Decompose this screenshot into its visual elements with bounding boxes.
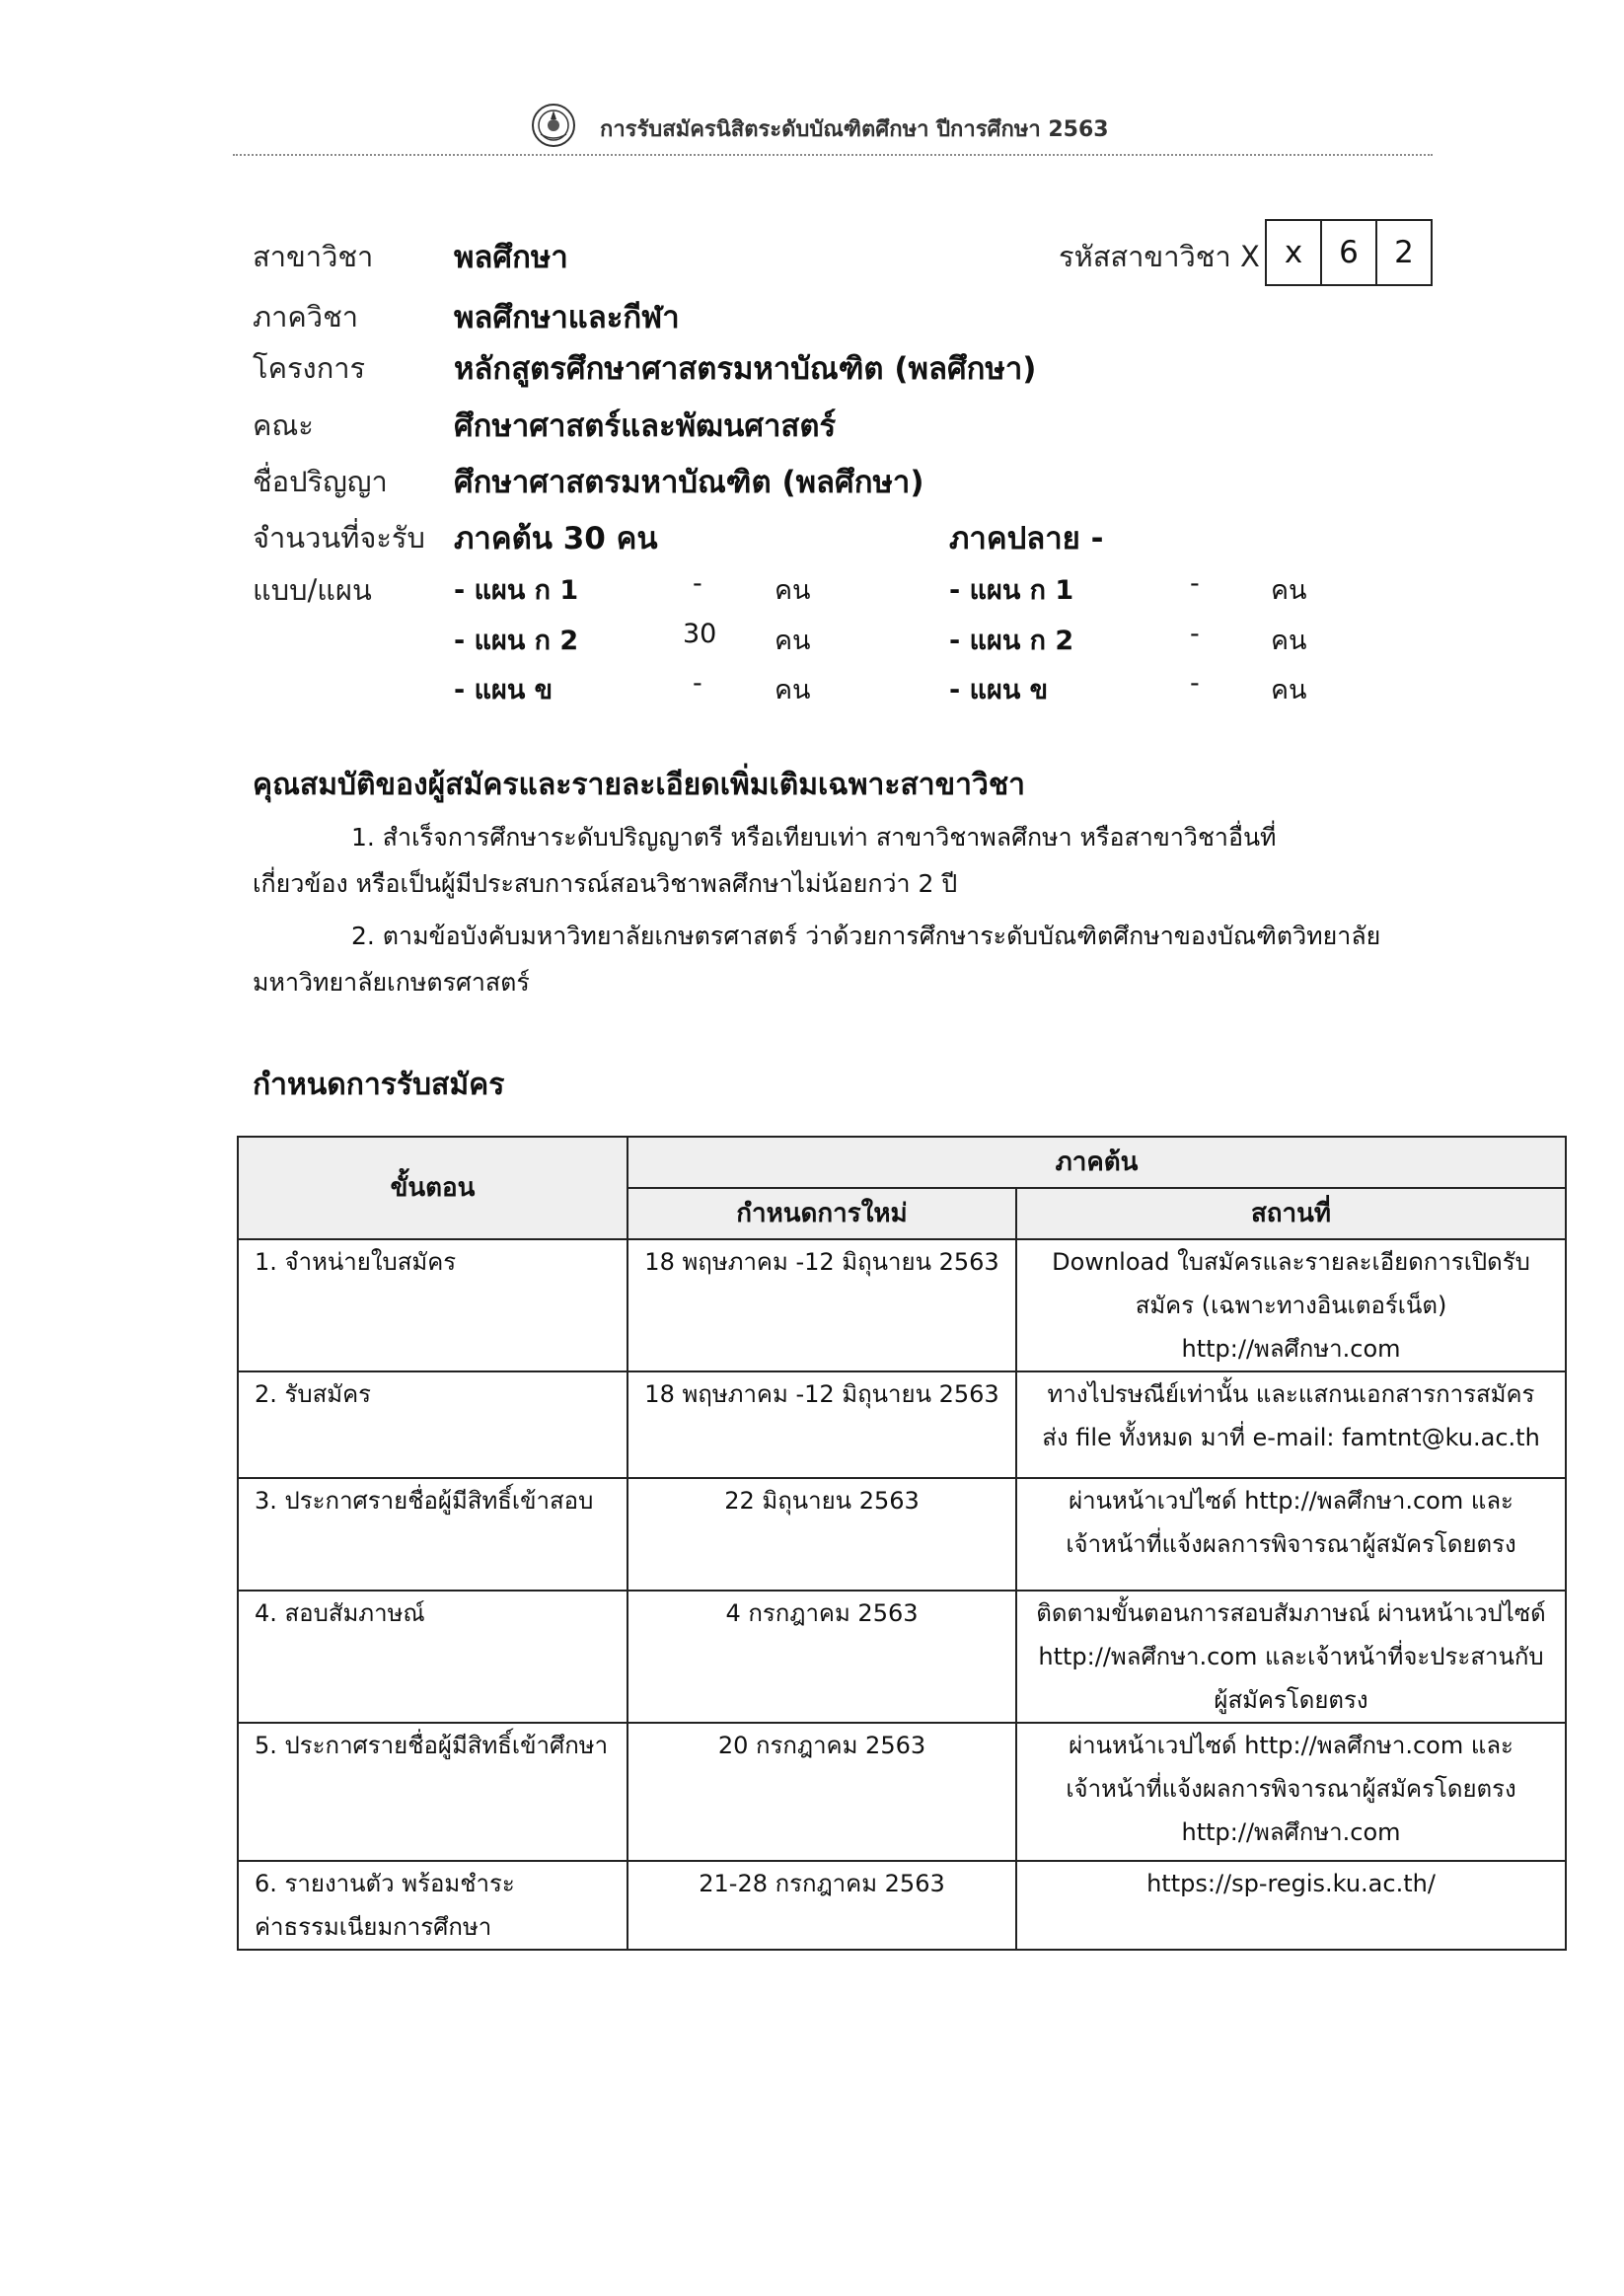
page-header-title: การรับสมัครนิสิตระดับบัณฑิตศึกษา ปีการศึกษา 2563 [600,117,1109,142]
place-line: ทางไปรษณีย์เท่านั้น และแสกนเอกสารการสมัคร [1047,1380,1535,1408]
step-cell [238,1861,627,1950]
place-line: ผ่านหน้าเวปไซด์ http://พลศึกษา.com และ [1069,1487,1513,1515]
plan-name: - แผน ก 2 [949,626,1074,656]
step-text: 3. ประกาศรายชื่อผู้มีสิทธิ์เข้าสอบ [255,1487,594,1515]
step-cell [238,1591,627,1723]
plan-name: - แผน ข [949,675,1049,705]
place-line: ผ่านหน้าเวปไซด์ http://พลศึกษา.com และ [1069,1732,1513,1759]
table-row [238,1591,1566,1723]
faculty-label: คณะ [253,408,314,442]
place-line: http://พลศึกษา.com และเจ้าหน้าที่จะประสานกับ [1038,1643,1544,1670]
place-cell [1016,1371,1566,1478]
last-semester-quota: ภาคปลาย - [949,521,1104,556]
university-seal-logo [531,103,576,148]
first-semester-quota: ภาคต้น 30 คน [454,521,658,556]
plan-count: 30 [683,619,717,649]
plan-name: - แผน ข [454,675,554,705]
date-cell: 20 กรกฎาคม 2563 [627,1723,1016,1861]
step-text: 2. รับสมัคร [255,1380,372,1408]
major-value: พลศึกษา [454,240,568,275]
program-label: โครงการ [253,351,366,385]
major-code-box [1265,219,1433,286]
qualifications-heading: คุณสมบัติของผู้สมัครและรายละเอียดเพิ่มเติมเฉพาะสาขาวิชา [253,768,1026,802]
place-cell [1016,1723,1566,1861]
major-code-cell: 2 [1375,221,1431,284]
qualification-item: 2. ตามข้อบังคับมหาวิทยาลัยเกษตรศาสตร์ ว่าด้วยการศึกษาระดับบัณฑิตศึกษาของบัณฑิตวิทยาลัย [351,922,1381,950]
step-cell [238,1371,627,1478]
date-cell: 22 มิถุนายน 2563 [627,1478,1016,1591]
column-header-step: ขั้นตอน [238,1137,627,1239]
plan-name: - แผน ก 1 [949,575,1074,606]
plan-unit: คน [775,575,811,606]
plan-count: - [693,668,702,699]
table-row [238,1478,1566,1591]
plan-label: แบบ/แผน [253,573,372,607]
place-line: ติดตามขั้นตอนการสอบสัมภาษณ์ ผ่านหน้าเวปไซด์ [1036,1599,1546,1627]
date-cell: 4 กรกฎาคม 2563 [627,1591,1016,1723]
degree-value: ศึกษาศาสตรมหาบัณฑิต (พลศึกษา) [454,465,924,500]
step-text: 6. รายงานตัว พร้อมชำระ [255,1870,515,1897]
step-cell [238,1478,627,1591]
date-cell: 18 พฤษภาคม -12 มิถุนายน 2563 [627,1239,1016,1371]
table-row [238,1371,1566,1478]
date-cell: 18 พฤษภาคม -12 มิถุนายน 2563 [627,1371,1016,1478]
schedule-table [237,1136,1567,1951]
date-cell: 21-28 กรกฎาคม 2563 [627,1861,1016,1950]
plan-unit: คน [1271,575,1307,606]
major-label: สาขาวิชา [253,240,374,273]
department-value: พลศึกษาและกีฬา [454,300,680,335]
plan-unit: คน [1271,675,1307,705]
degree-label: ชื่อปริญญา [253,465,388,498]
column-header-semester: ภาคต้น [627,1137,1566,1188]
step-text: 5. ประกาศรายชื่อผู้มีสิทธิ์เข้าศึกษา [255,1732,609,1759]
quota-label: จำนวนที่จะรับ [253,521,425,555]
plan-unit: คน [775,626,811,656]
plan-count: - [1190,619,1200,649]
step-cell [238,1723,627,1861]
step-text-cont: ค่าธรรมเนียมการศึกษา [255,1913,492,1941]
plan-count: - [693,568,702,599]
schedule-heading: กำหนดการรับสมัคร [253,1068,505,1102]
table-row [238,1861,1566,1950]
place-cell [1016,1478,1566,1591]
place-line: สมัคร (เฉพาะทางอินเตอร์เน็ต) [1135,1292,1447,1319]
step-cell [238,1239,627,1371]
qualification-item: 1. สำเร็จการศึกษาระดับปริญญาตรี หรือเทียบเท่า สาขาวิชาพลศึกษา หรือสาขาวิชาอื่นที่ [351,823,1277,852]
place-cell [1016,1861,1566,1950]
place-line: Download ใบสมัครและรายละเอียดการเปิดรับ [1052,1248,1530,1276]
column-header-place: สถานที่ [1016,1188,1566,1239]
faculty-value: ศึกษาศาสตร์และพัฒนศาสตร์ [454,408,837,444]
program-value: หลักสูตรศึกษาศาสตรมหาบัณฑิต (พลศึกษา) [454,351,1037,387]
major-code-cell: 6 [1320,221,1375,284]
major-code-cell: x [1284,235,1303,270]
place-cell [1016,1591,1566,1723]
step-text: 1. จำหน่ายใบสมัคร [255,1248,457,1276]
plan-name: - แผน ก 1 [454,575,579,606]
department-label: ภาควิชา [253,300,359,333]
qualification-item-cont: มหาวิทยาลัยเกษตรศาสตร์ [253,968,530,997]
major-code-label: รหัสสาขาวิชา X [1059,240,1260,273]
plan-unit: คน [1271,626,1307,656]
header-divider [233,154,1433,156]
place-link[interactable]: https://sp-regis.ku.ac.th/ [1146,1870,1436,1897]
plan-count: - [1190,568,1200,599]
qualification-item-cont: เกี่ยวข้อง หรือเป็นผู้มีประสบการณ์สอนวิชาพลศึกษาไม่น้อยกว่า 2 ปี [253,869,958,898]
step-text: 4. สอบสัมภาษณ์ [255,1599,425,1627]
plan-name: - แผน ก 2 [454,626,579,656]
table-row [238,1723,1566,1861]
place-line: ส่ง file ทั้งหมด มาที่ e-mail: famtnt@ku.ac.th [1042,1424,1540,1451]
place-link[interactable]: http://พลศึกษา.com [1181,1818,1401,1846]
plan-unit: คน [775,675,811,705]
place-line: ผู้สมัครโดยตรง [1214,1686,1368,1714]
place-line: เจ้าหน้าที่แจ้งผลการพิจารณาผู้สมัครโดยตรง [1066,1530,1516,1558]
table-row [238,1239,1566,1371]
column-header-date: กำหนดการใหม่ [627,1188,1016,1239]
place-link[interactable]: http://พลศึกษา.com [1181,1335,1401,1363]
plan-count: - [1190,668,1200,699]
place-line: เจ้าหน้าที่แจ้งผลการพิจารณาผู้สมัครโดยตรง [1066,1775,1516,1803]
place-cell [1016,1239,1566,1371]
